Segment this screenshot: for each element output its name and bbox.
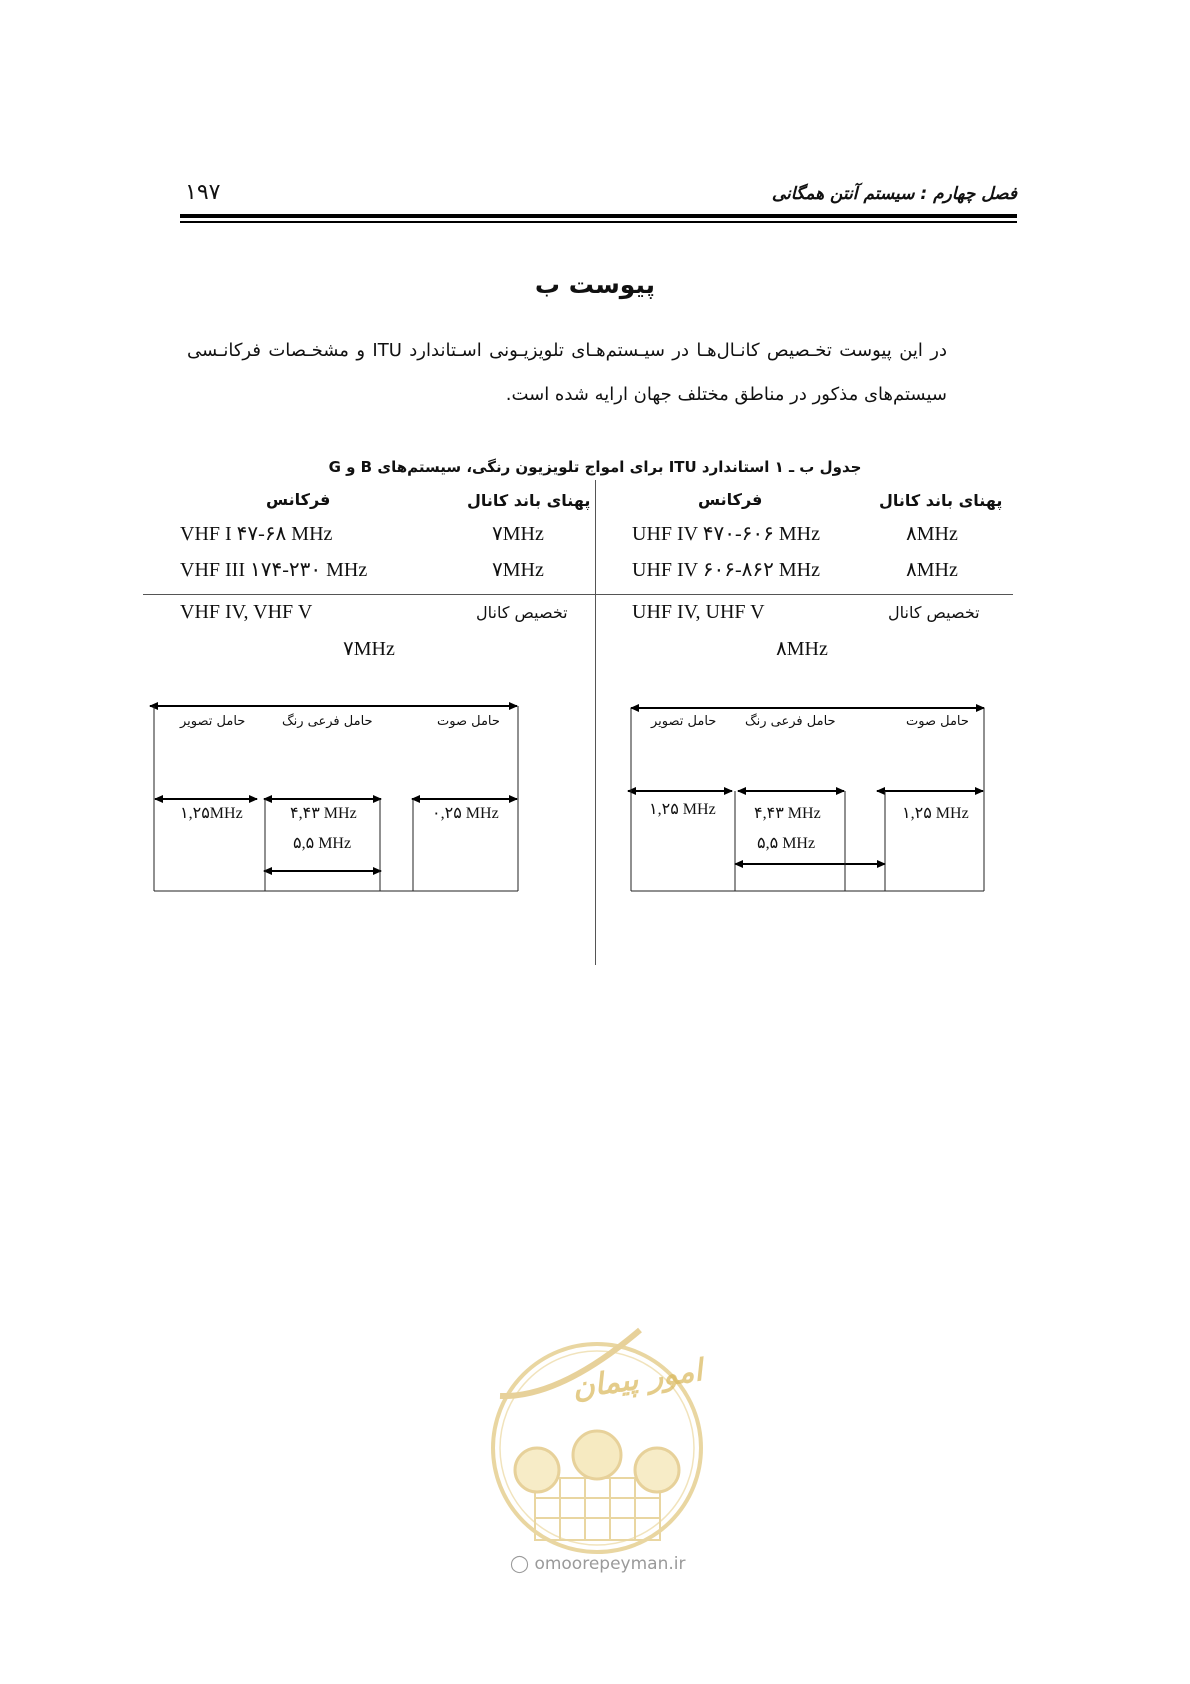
appendix-title: پیوست ب	[534, 270, 656, 299]
right-dim-color: ۴,۴۳ MHz	[754, 805, 821, 822]
left-label-color-subcarrier: حامل فرعی رنگ	[282, 714, 373, 729]
right-dim-video: ۱,۲۵ MHz	[649, 801, 716, 818]
left-row-1-bandwidth: ۷MHz	[492, 523, 544, 545]
right-allocation-width: ۸MHz	[776, 638, 828, 660]
right-header-bandwidth: پهنای باند کانال	[879, 491, 1003, 510]
left-dim-audio: ۰,۲۵ MHz	[432, 805, 499, 822]
right-allocation-label: تخصیص کانال	[888, 603, 980, 622]
right-dim-audio: ۱,۲۵ MHz	[902, 805, 969, 822]
right-row-2-bandwidth: ۸MHz	[906, 559, 958, 581]
table-caption: جدول ب ـ ۱ استاندارد ITU برای امواج تلویزیون رنگی، سیستم‌های B و G	[328, 458, 862, 476]
left-row-2-frequency: VHF III ۱۷۴-۲۳۰ MHz	[180, 559, 368, 581]
watermark-url	[510, 1554, 685, 1574]
right-row-1-bandwidth: ۸MHz	[906, 523, 958, 545]
left-allocation-width: ۷MHz	[343, 638, 395, 660]
left-header-bandwidth: پهنای باند کانال	[467, 491, 591, 510]
right-row-1-frequency: UHF IV ۴۷۰-۶۰۶ MHz	[632, 523, 820, 545]
globe-icon: ◯	[510, 1554, 530, 1574]
left-allocation-label: تخصیص کانال	[476, 603, 568, 622]
right-header-frequency: فرکانس	[698, 490, 763, 509]
chapter-title: فصل چهارم : سیستم آنتن همگانی	[771, 184, 1017, 204]
right-allocation-bands: UHF IV, UHF V	[632, 601, 765, 623]
left-header-frequency: فرکانس	[266, 490, 331, 509]
page-number: ۱۹۷	[185, 180, 221, 205]
intro-paragraph-line-1: در این پیوست تخـصیص کانـال‌هـا در سیـستم‌هـای تلویزیـونی اسـتاندارد ITU و مشخـصات فرکانـسی	[187, 340, 947, 361]
left-dim-sound-spacing: ۵,۵ MHz	[293, 835, 352, 852]
left-label-video-carrier: حامل تصویر	[180, 714, 246, 729]
left-dim-color: ۴,۴۳ MHz	[290, 805, 357, 822]
left-row-2-bandwidth: ۷MHz	[492, 559, 544, 581]
intro-paragraph-line-2: سیستم‌های مذکور در مناطق مختلف جهان ارایه شده است.	[505, 384, 947, 405]
left-dim-video: ۱,۲۵MHz	[180, 805, 243, 822]
right-label-color-subcarrier: حامل فرعی رنگ	[745, 714, 836, 729]
watermark-logo-text: امور پیمان	[570, 1353, 705, 1406]
watermark-url-text: omoorepeyman.ir	[534, 1554, 686, 1574]
right-label-video-carrier: حامل تصویر	[651, 714, 717, 729]
left-allocation-bands: VHF IV, VHF V	[180, 601, 313, 623]
left-row-1-frequency: VHF I ۴۷-۶۸ MHz	[180, 523, 333, 545]
right-dim-sound-spacing: ۵,۵ MHz	[757, 835, 816, 852]
right-label-audio-carrier: حامل صوت	[906, 714, 969, 729]
left-label-audio-carrier: حامل صوت	[437, 714, 500, 729]
right-row-2-frequency: UHF IV ۶۰۶-۸۶۲ MHz	[632, 559, 820, 581]
